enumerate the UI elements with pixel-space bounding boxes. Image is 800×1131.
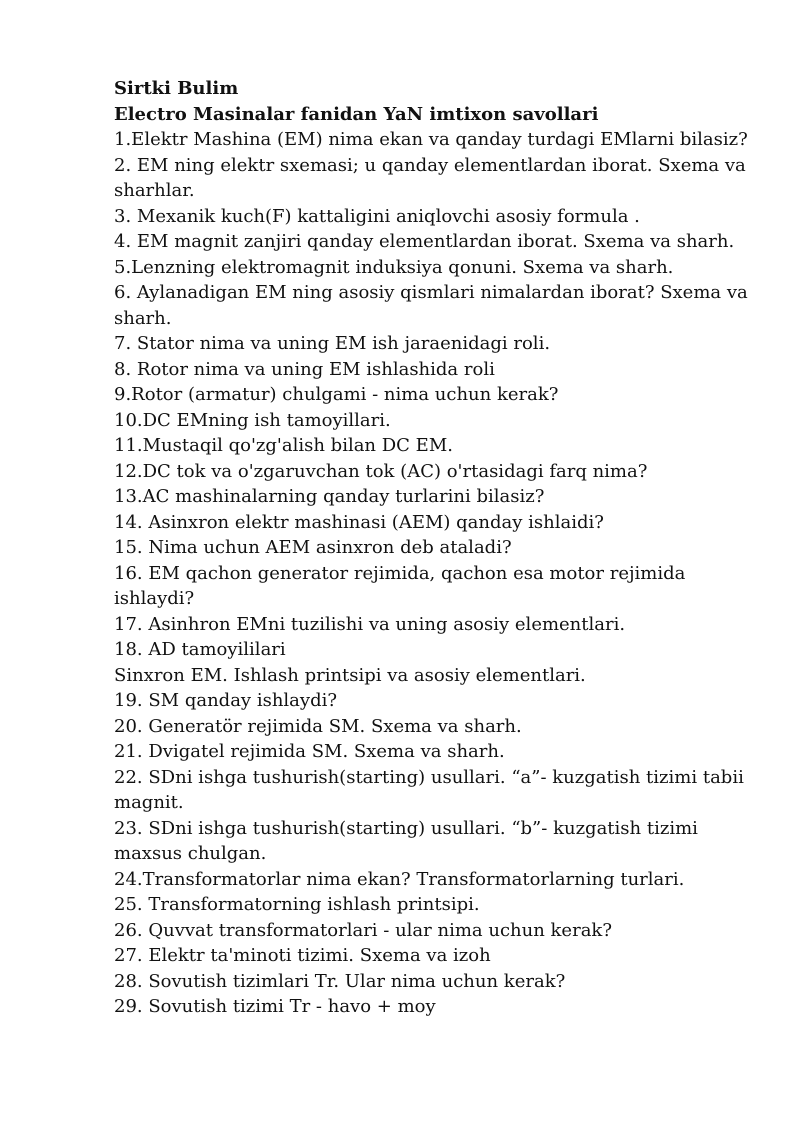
question-line: 20. Generatör rejimida SM. Sxema va sharh.	[114, 715, 522, 737]
question-line: 2. EM ning elektr sxemasi; u qanday elementlardan iborat. Sxema va sharhlar.	[114, 154, 746, 201]
question-line: 10.DC EMning ish tamoyillari.	[114, 409, 391, 431]
question-line: 6. Aylanadigan EM ning asosiy qismlari nimalardan iborat? Sxema va sharh.	[114, 282, 748, 329]
question-line: 17. Asinhron EMni tuzilishi va uning asosiy elementlari.	[114, 613, 626, 635]
question-line: 16. EM qachon generator rejimida, qachon esa motor rejimida ishlaydi?	[114, 562, 686, 609]
document-heading: Sirtki Bulim	[114, 78, 239, 99]
question-line: 3. Mexanik kuch(F) kattaligini aniqlovchi asosiy formula .	[114, 205, 640, 227]
document-subheading: Electro Masinalar fanidan YaN imtixon savollari	[114, 103, 599, 125]
question-line: 15. Nima uchun AEM asinxron deb ataladi?	[114, 537, 512, 558]
question-line: 24.Transformatorlar nima ekan? Transformatorlarning turlari.	[114, 868, 685, 890]
question-list	[114, 127, 754, 1020]
question-line: 1.Elektr Mashina (EM) nima ekan va qanday turdagi EMlarni bilasiz?	[114, 129, 748, 150]
question-line: 29. Sovutish tizimi Tr - havo + moy	[114, 996, 436, 1017]
question-line: 11.Mustaqil qo'zg'alish bilan DC EM.	[114, 435, 453, 456]
question-line: 22. SDni ishga tushurish(starting) usullari. “a”- kuzgatish tizimi tabii magnit.	[114, 766, 744, 813]
question-line: 23. SDni ishga tushurish(starting) usullari. “b”- kuzgatish tizimi maxsus chulgan.	[114, 817, 698, 864]
question-line: 8. Rotor nima va uning EM ishlashida roli	[114, 358, 495, 380]
question-line: 14. Asinxron elektr mashinasi (AEM) qanday ishlaidi?	[114, 511, 604, 533]
document-page	[114, 76, 754, 1020]
question-line: 28. Sovutish tizimlari Tr. Ular nima uchun kerak?	[114, 970, 566, 992]
question-line: 18. AD tamoyililari	[114, 639, 286, 660]
question-line: 27. Elektr ta'minoti tizimi. Sxema va izoh	[114, 945, 491, 966]
question-line: 19. SM qanday ishlaydi?	[114, 690, 337, 711]
section-line: Sinxron EM. Ishlash printsipi va asosiy elementlari.	[114, 664, 586, 686]
question-line: 4. EM magnit zanjiri qanday elementlardan iborat. Sxema va sharh.	[114, 231, 735, 252]
question-line: 12.DC tok va o'zgaruvchan tok (AC) o'rtasidagi farq nima?	[114, 460, 648, 482]
question-line: 7. Stator nima va uning EM ish jaraenidagi roli.	[114, 333, 551, 354]
question-line: 26. Quvvat transformatorlari - ular nima uchun kerak?	[114, 919, 612, 941]
question-line: 5.Lenzning elektromagnit induksiya qonuni. Sxema va sharh.	[114, 256, 674, 278]
question-line: 21. Dvigatel rejimida SM. Sxema va sharh.	[114, 741, 505, 762]
question-line: 9.Rotor (armatur) chulgami - nima uchun kerak?	[114, 384, 559, 405]
question-line: 25. Transformatorning ishlash printsipi.	[114, 894, 480, 915]
question-line: 13.AC mashinalarning qanday turlarini bilasiz?	[114, 486, 545, 507]
